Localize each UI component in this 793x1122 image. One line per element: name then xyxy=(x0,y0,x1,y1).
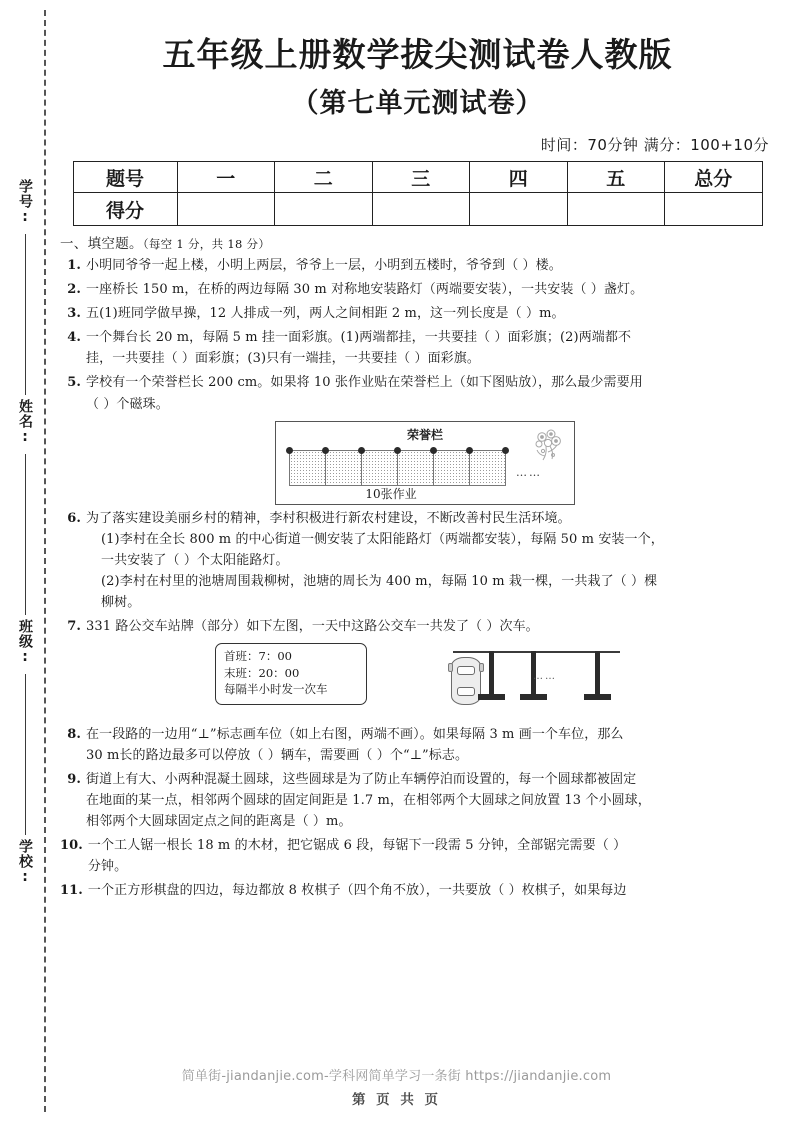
question-line: 一个正方形棋盘的四边，每边都放 8 枚棋子（四个角不放），一共要放（ ）枚棋子，如果每边 xyxy=(87,883,627,899)
question-number: 7. xyxy=(67,618,81,634)
page-title: 五年级上册数学拔尖测试卷人教版 xyxy=(162,35,673,74)
score-cell[interactable] xyxy=(177,193,275,226)
homework-sheet xyxy=(325,450,362,486)
margin-block-xingming xyxy=(15,395,35,615)
question-body xyxy=(86,255,775,276)
question-body xyxy=(86,327,775,369)
homework-sheet xyxy=(289,450,326,486)
car-rear-window xyxy=(457,687,475,696)
page-subtitle: （第七单元测试卷） xyxy=(291,88,544,120)
question-line: 分钟。 xyxy=(87,859,128,875)
honor-board-caption: 10张作业 xyxy=(365,486,417,501)
figure-honor-board xyxy=(275,421,575,505)
margin-block-xuexiao xyxy=(15,835,35,1055)
question-line: 五(1)班同学做早操，12 人排成一列，两人之间相距 2 m，这一列长度是（ ）m。 xyxy=(86,306,565,322)
question-line: (1)李村在全长 800 m 的中心街道一侧安装了太阳能路灯（两端都安装），每隔 50 m 安装一个， xyxy=(101,531,664,547)
figure-parking-posts xyxy=(445,643,620,715)
section-heading-note: （每空 1 分，共 18 分） xyxy=(142,237,271,252)
honor-board-title: 荣誉栏 xyxy=(406,427,443,442)
question-number: 10. xyxy=(60,838,83,854)
question-item xyxy=(60,303,775,324)
question-item xyxy=(60,327,775,369)
honor-board-continuation: …… xyxy=(516,465,542,479)
score-header-cell: 四 xyxy=(470,162,568,193)
bus-sign-interval: 每隔半小时发一次车 xyxy=(224,682,328,697)
question-line: （ ）个磁珠。 xyxy=(86,396,169,412)
magnet-dot xyxy=(502,447,509,454)
question-line: 小明同爷爷一起上楼，小明上两层，爷爷上一层，小明到五楼时，爷爷到（ ）楼。 xyxy=(86,258,562,274)
table-row-header xyxy=(73,162,762,193)
student-info-margin xyxy=(8,175,42,1055)
score-cell[interactable] xyxy=(372,193,470,226)
car-windshield xyxy=(457,666,475,675)
question-line: 挂，一共要挂（ ）面彩旗；(3)只有一端挂，一共要挂（ ）面彩旗。 xyxy=(86,351,480,367)
question-number: 9. xyxy=(67,771,81,787)
question-item xyxy=(60,255,775,276)
footer-watermark: 简单街-jiandanjie.com-学科网简单学习一条街 https://jiandanjie.com xyxy=(181,1069,612,1084)
question-line: 一个工人锯一根长 18 m 的木材，把它锯成 6 段，每锯下一段需 5 分钟，全部锯完需要（ ） xyxy=(87,838,627,854)
car-mirror xyxy=(479,663,484,672)
margin-label-name: 姓名: xyxy=(17,399,33,446)
question-line: 331 路公交车站牌（部分）如下左图，一天中这路公交车一共发了（ ）次车。 xyxy=(86,618,539,634)
question-item xyxy=(60,835,775,877)
question-body xyxy=(86,769,775,832)
question-number: 5. xyxy=(67,375,81,391)
question-item xyxy=(60,372,775,414)
honor-board-sheets xyxy=(290,450,506,486)
parking-continuation: …… xyxy=(533,670,557,682)
question-line: 相邻两个大圆球固定点之间的距离是（ ）m。 xyxy=(86,814,352,830)
magnet-dot xyxy=(466,447,473,454)
section-heading xyxy=(60,232,775,252)
magnet-dot xyxy=(394,447,401,454)
score-cell[interactable] xyxy=(470,193,568,226)
question-number: 2. xyxy=(67,282,81,298)
question-number: 8. xyxy=(67,726,81,742)
score-header-cell: 三 xyxy=(372,162,470,193)
question-number: 3. xyxy=(67,306,81,322)
question-line: 柳树。 xyxy=(101,594,141,610)
question-line: 街道上有大、小两种混凝土圆球，这些圆球是为了防止车辆停泊而设置的，每一个圆球都被固定 xyxy=(86,771,637,787)
question-number: 4. xyxy=(67,330,81,346)
section-heading-text: 一、填空题。 xyxy=(60,236,143,253)
homework-sheet xyxy=(397,450,434,486)
magnet-dot xyxy=(430,447,437,454)
score-header-cell: 总分 xyxy=(665,162,763,193)
margin-label-class: 班级: xyxy=(17,619,33,666)
question-item xyxy=(60,616,775,637)
score-header-cell: 题号 xyxy=(73,162,177,193)
score-header-cell: 二 xyxy=(275,162,373,193)
margin-label-student-number: 学号: xyxy=(17,179,33,226)
question-number: 6. xyxy=(67,510,81,526)
car-top-view-icon xyxy=(451,657,481,705)
question-body xyxy=(86,508,775,613)
question-line: 在地面的某一点，相邻两个圆球的固定间距是 1.7 m，在相邻两个大圆球之间放置 13 个小圆球， xyxy=(86,793,651,808)
score-cell[interactable] xyxy=(275,193,373,226)
margin-label-school: 学校: xyxy=(17,839,33,886)
question-item xyxy=(60,508,775,613)
magnet-dot xyxy=(286,447,293,454)
magnet-dot xyxy=(358,447,365,454)
flower-decoration-icon xyxy=(528,426,568,466)
margin-rule xyxy=(25,234,26,395)
question-line: 一座桥长 150 m，在桥的两边每隔 30 m 对称地安装路灯（两端要安装），一共安装（ ）盏灯。 xyxy=(86,282,644,298)
question-number: 11. xyxy=(60,883,83,899)
parking-post-icon xyxy=(595,651,600,695)
footer-page-number: 第 页 共 页 xyxy=(351,1092,442,1108)
question-body xyxy=(88,835,775,877)
bus-sign-last-run: 末班：20：00 xyxy=(224,665,300,680)
question-body xyxy=(86,616,775,637)
question-line: 一个舞台长 20 m，每隔 5 m 挂一面彩旗。(1)两端都挂，一共要挂（ ）面彩旗；(2)两端都不 xyxy=(86,330,632,346)
score-cell[interactable] xyxy=(567,193,665,226)
score-cell[interactable] xyxy=(665,193,763,226)
score-row-label: 得分 xyxy=(73,193,177,226)
figure-bus-sign xyxy=(215,643,367,705)
car-mirror xyxy=(448,663,453,672)
margin-rule xyxy=(25,674,26,835)
question-item xyxy=(60,769,775,832)
figure-bus-and-parking xyxy=(215,643,775,721)
magnet-dot xyxy=(322,447,329,454)
question-line: 为了落实建设美丽乡村的精神，李村积极进行新农村建设，不断改善村民生活环境。 xyxy=(86,510,571,526)
cut-dashed-line xyxy=(44,10,46,1112)
question-line: 一共安装了（ ）个太阳能路灯。 xyxy=(101,552,289,568)
question-body xyxy=(86,303,775,324)
question-body xyxy=(86,372,775,414)
exam-meta-line: 时间：70分钟 满分：100+10分 xyxy=(540,136,769,155)
score-header-cell: 五 xyxy=(567,162,665,193)
homework-sheet xyxy=(433,450,470,486)
question-item xyxy=(60,279,775,300)
score-header-cell: 一 xyxy=(177,162,275,193)
question-line: 学校有一个荣誉栏长 200 cm。如果将 10 张作业贴在荣誉栏上（如下图贴放），那么最少需要用 xyxy=(86,375,643,391)
exam-page xyxy=(60,0,775,1122)
question-number: 1. xyxy=(67,258,81,274)
question-line: 在一段路的一边用“⊥”标志画车位（如上右图，两端不画）。如果每隔 3 m 画一个车位，那么 xyxy=(86,726,624,742)
question-item xyxy=(60,724,775,766)
homework-sheet xyxy=(469,450,506,486)
margin-rule xyxy=(25,454,26,615)
score-table xyxy=(73,161,763,226)
question-item xyxy=(60,880,775,901)
question-body xyxy=(86,724,775,766)
page-footer xyxy=(0,1065,793,1108)
homework-sheet xyxy=(361,450,398,486)
question-line: 30 m长的路边最多可以停放（ ）辆车，需要画（ ）个“⊥”标志。 xyxy=(86,747,469,763)
question-line: (2)李村在村里的池塘周围栽柳树，池塘的周长为 400 m，每隔 10 m 栽一棵，一共栽了（ ）棵 xyxy=(101,573,658,589)
question-body xyxy=(88,880,775,901)
margin-block-banji xyxy=(15,615,35,835)
parking-post-icon xyxy=(489,651,494,695)
margin-block-xuehao xyxy=(15,175,35,395)
table-row-scores xyxy=(73,193,762,226)
bus-sign-first-run: 首班：7：00 xyxy=(224,648,292,663)
question-body xyxy=(86,279,775,300)
